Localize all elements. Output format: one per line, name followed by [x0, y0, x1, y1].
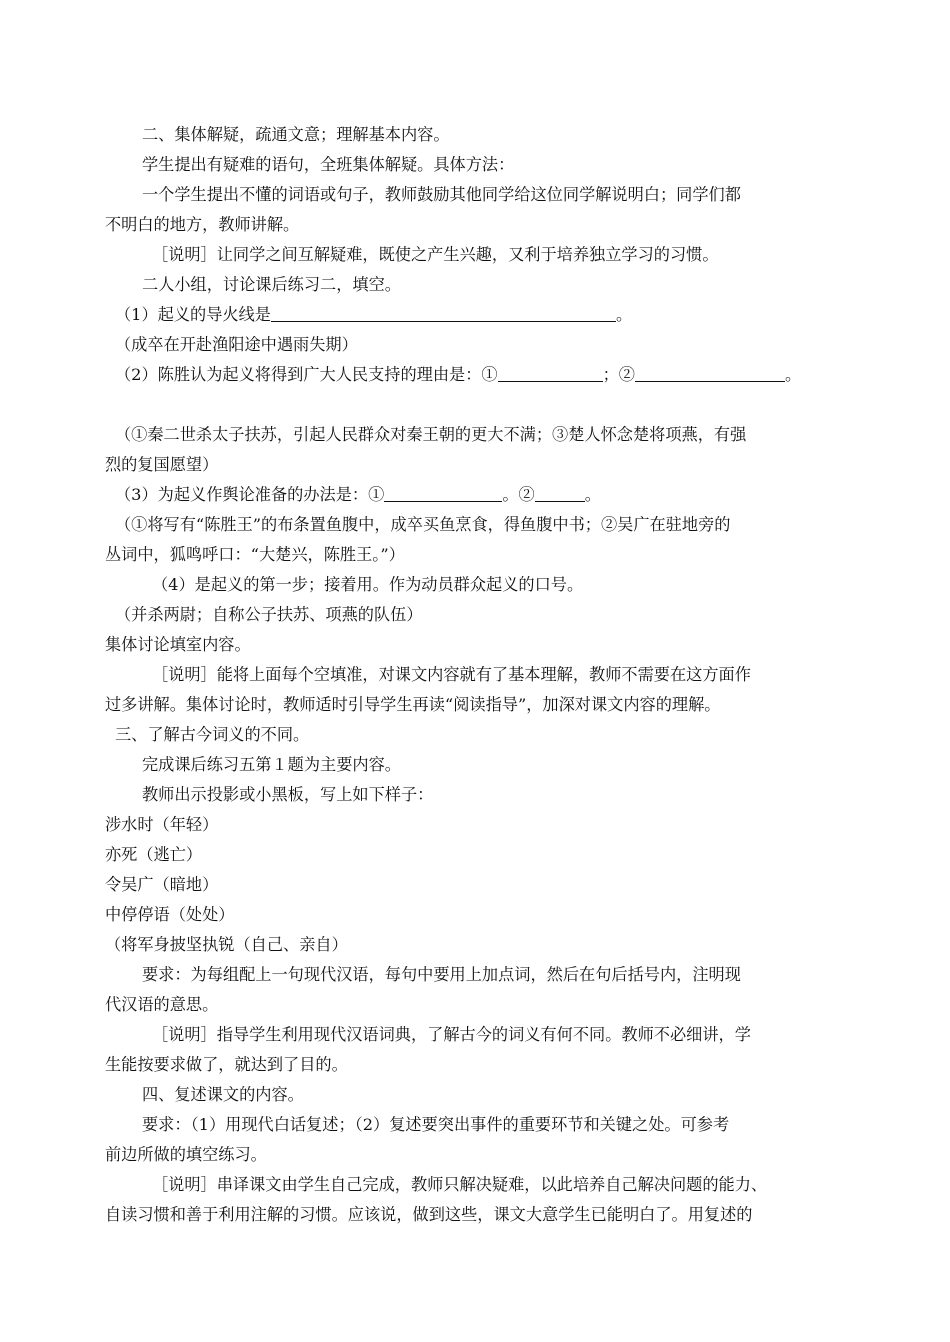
- question-mid: 。②: [502, 485, 535, 504]
- fill-blank-question-4: （4）是起义的第一步；接着用。作为动员群众起义的口号。: [152, 575, 584, 594]
- example-item: 亦死（逃亡）: [105, 845, 203, 864]
- paragraph: 不明白的地方，教师讲解。: [105, 215, 300, 234]
- note-paragraph: ［说明］让同学之间互解疑难，既使之产生兴趣，又利于培养独立学习的习惯。: [152, 245, 719, 264]
- paragraph: 一个学生提出不懂的词语或句子，教师鼓励其他同学给这位同学解说明白；同学们都: [142, 185, 741, 204]
- paragraph: 要求：为每组配上一句现代汉语，每句中要用上加点词，然后在句后括号内，注明现: [142, 965, 741, 984]
- answer-blank: [535, 483, 585, 502]
- paragraph: 代汉语的意思。: [105, 995, 219, 1014]
- paragraph: 教师出示投影或小黑板，写上如下样子：: [142, 785, 434, 804]
- note-paragraph: ［说明］串译课文由学生自己完成，教师只解决疑难，以此培养自己解决问题的能力、: [152, 1175, 768, 1194]
- document-page: [105, 120, 865, 1230]
- answer-text: （①秦二世杀太子扶苏，引起人民群众对秦王朝的更大不满；③楚人怀念楚将项燕，有强: [115, 425, 747, 444]
- question-tail: 。: [785, 365, 802, 384]
- answer-text: （①将写有“陈胜王”的布条置鱼腹中，成卒买鱼烹食，得鱼腹中书；②吴广在驻地旁的: [115, 515, 731, 534]
- question-mid: ；②: [602, 365, 635, 384]
- answer-text: （并杀两尉；自称公子扶苏、项燕的队伍）: [115, 605, 423, 624]
- paragraph: 前边所做的填空练习。: [105, 1145, 267, 1164]
- spacer: [105, 390, 865, 420]
- note-paragraph: 生能按要求做了，就达到了目的。: [105, 1055, 348, 1074]
- section-heading-4: 四、复述课文的内容。: [142, 1085, 304, 1104]
- fill-blank-question-1: [105, 300, 865, 330]
- answer-blank: [384, 483, 502, 502]
- answer-blank: [635, 363, 785, 382]
- example-item: 令吴广（暗地）: [105, 875, 219, 894]
- answer-blank: [498, 363, 603, 382]
- paragraph: 完成课后练习五第１题为主要内容。: [142, 755, 401, 774]
- example-item: 中停停语（处处）: [105, 905, 235, 924]
- answer-text: 丛词中，狐鸣呼口：“大楚兴，陈胜王。”）: [105, 545, 405, 564]
- paragraph: 二人小组，讨论课后练习二，填空。: [142, 275, 401, 294]
- question-text: （3）为起义作舆论准备的办法是：①: [115, 485, 385, 504]
- note-paragraph: 过多讲解。集体讨论时，教师适时引导学生再读“阅读指导”，加深对课文内容的理解。: [105, 695, 721, 714]
- question-tail: 。: [584, 485, 601, 504]
- question-text: （2）陈胜认为起义将得到广大人民支持的理由是：①: [115, 365, 498, 384]
- question-tail: 。: [616, 305, 633, 324]
- answer-text: 烈的复国愿望）: [105, 455, 219, 474]
- fill-blank-question-2: [105, 360, 865, 390]
- paragraph: 要求：（1）用现代白话复述；（2）复述要突出事件的重要环节和关键之处。可参考: [142, 1115, 730, 1134]
- paragraph: 学生提出有疑难的语句，全班集体解疑。具体方法：: [142, 155, 515, 174]
- paragraph: 集体讨论填室内容。: [105, 635, 251, 654]
- example-item: （将军身披坚执锐（自己、亲自）: [105, 935, 348, 954]
- answer-blank: [271, 303, 616, 322]
- note-paragraph: ［说明］能将上面每个空填准，对课文内容就有了基本理解，教师不需要在这方面作: [152, 665, 751, 684]
- note-paragraph: 自读习惯和善于利用注解的习惯。应该说，做到这些，课文大意学生已能明白了。用复述的: [105, 1205, 753, 1224]
- example-item: 涉水时（年轻）: [105, 815, 219, 834]
- fill-blank-question-3: [105, 480, 865, 510]
- question-text: （1）起义的导火线是: [115, 305, 271, 324]
- note-paragraph: ［说明］指导学生利用现代汉语词典，了解古今的词义有何不同。教师不必细讲，学: [152, 1025, 751, 1044]
- answer-text: （成卒在开赴渔阳途中遇雨失期）: [115, 335, 358, 354]
- section-heading-3: 三、了解古今词义的不同。: [115, 725, 310, 744]
- section-heading-2: 二、集体解疑，疏通文意；理解基本内容。: [142, 125, 450, 144]
